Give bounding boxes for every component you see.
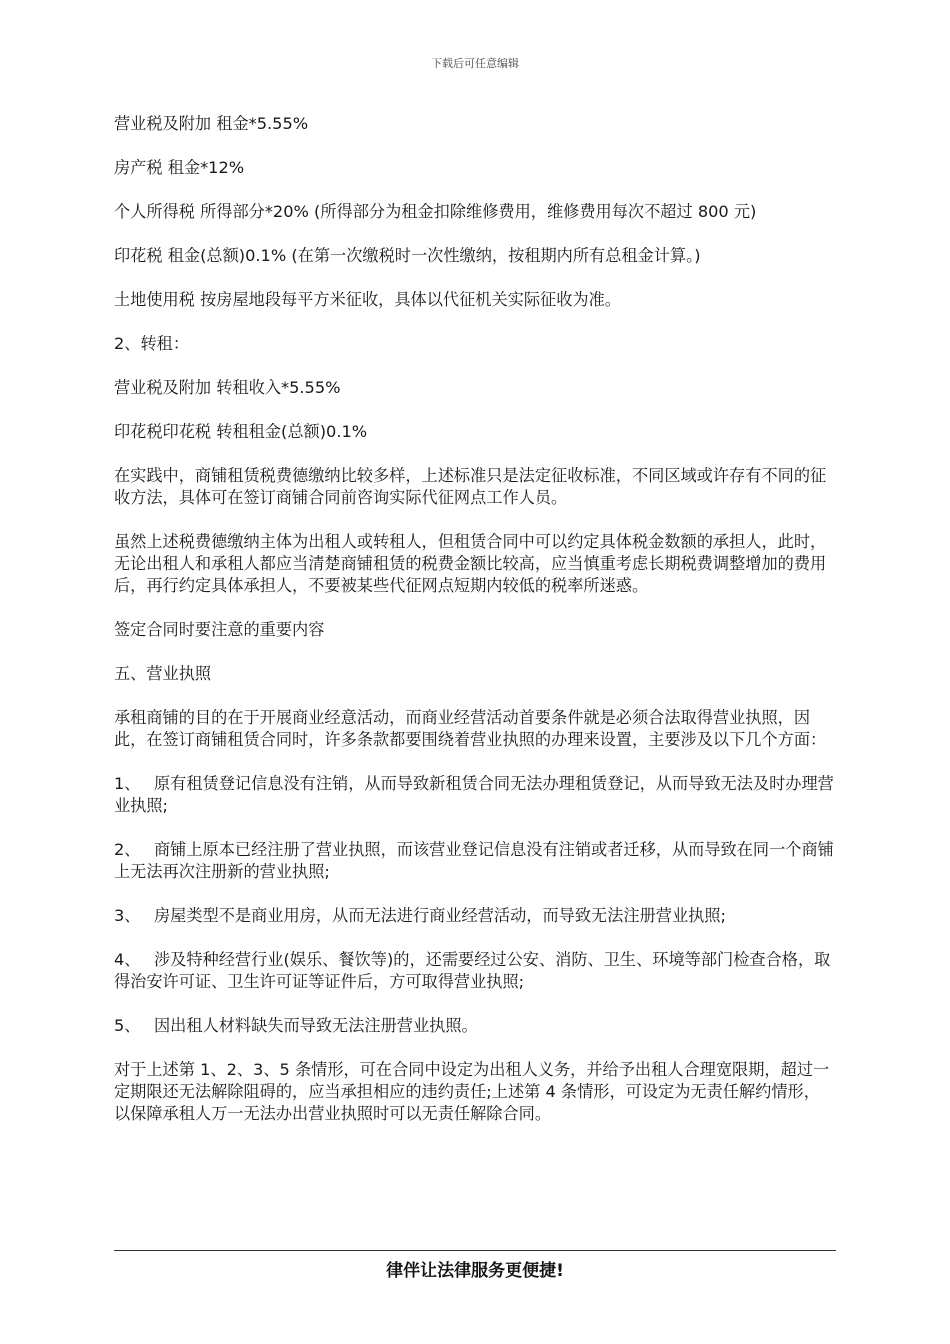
list-item-number: 2、 — [114, 840, 141, 859]
paragraph-contract-notes: 签定合同时要注意的重要内容 — [114, 620, 325, 639]
paragraph-land-tax: 土地使用税 按房屋地段每平方米征收，具体以代征机关实际征收为准。 — [114, 290, 621, 309]
paragraph-stamp-tax: 印花税 租金(总额)0.1% (在第一次缴税时一次性缴纳，按租期内所有总租金计算。) — [114, 246, 701, 265]
section-heading-business-license: 五、营业执照 — [114, 664, 212, 683]
paragraph-income-tax: 个人所得税 所得部分*20% (所得部分为租金扣除维修费用，维修费用每次不超过 800 元) — [114, 202, 757, 221]
paragraph-closing: 对于上述第 1、2、3、5 条情形，可在合同中设定为出租人义务，并给予出租人合理宽限期，超过一定期限还无法解除阻碍的，应当承担相应的违约责任;上述第 4 条情形，可设定为无责任解约情形，以保障承租人万一无法办出营业执照时可以无责任解除合同。 — [114, 1060, 830, 1123]
list-item-text: 房屋类型不是商业用房，从而无法进行商业经营活动，而导致无法注册营业执照; — [154, 906, 727, 925]
paragraph-tax-bearer: 虽然上述税费德缴纳主体为出租人或转租人，但租赁合同中可以约定具体税金数额的承担人，此时，无论出租人和承租人都应当清楚商铺租赁的税费金额比较高，应当慎重考虑长期税费调整增加的费用后，再行约定具体承担人，不要被某些代征网点短期内较低的税率所迷惑。 — [114, 532, 827, 595]
list-item-number: 1、 — [114, 774, 141, 793]
page-footer: 律伴让法律服务更便捷! — [386, 1261, 564, 1281]
paragraph-sublease-business-tax: 营业税及附加 转租收入*5.55% — [114, 378, 341, 397]
list-item-text: 涉及特种经营行业(娱乐、餐饮等)的，还需要经过公安、消防、卫生、环境等部门检查合格，取得治安许可证、卫生许可证等证件后，方可取得营业执照; — [114, 950, 831, 991]
list-item-text: 因出租人材料缺失而导致无法注册营业执照。 — [154, 1016, 478, 1035]
list-item-number: 3、 — [114, 906, 141, 925]
paragraph-license-intro: 承租商铺的目的在于开展商业经意活动，而商业经营活动首要条件就是必须合法取得营业执照，因此，在签订商铺租赁合同时，许多条款都要围绕着营业执照的办理来设置，主要涉及以下几个方面： — [114, 708, 827, 749]
list-item-text: 原有租赁登记信息没有注销，从而导致新租赁合同无法办理租赁登记，从而导致无法及时办理营业执照; — [114, 774, 834, 815]
list-item — [114, 905, 836, 927]
list-item-number: 4、 — [114, 950, 141, 969]
page-header: 下载后可任意编辑 — [431, 57, 519, 70]
paragraph-sublease-heading: 2、转租： — [114, 334, 190, 353]
list-item — [114, 773, 836, 817]
paragraph-property-tax: 房产税 租金*12% — [114, 158, 245, 177]
list-item — [114, 1015, 836, 1037]
document-body — [114, 113, 836, 1147]
footer-divider — [114, 1250, 836, 1251]
list-item-text: 商铺上原本已经注册了营业执照，而该营业登记信息没有注销或者迁移，从而导致在同一个商铺上无法再次注册新的营业执照; — [114, 840, 834, 881]
list-item-number: 5、 — [114, 1016, 141, 1035]
paragraph-sublease-stamp-tax: 印花税印花税 转租租金(总额)0.1% — [114, 422, 368, 441]
paragraph-practice-note: 在实践中，商铺租赁税费德缴纳比较多样，上述标准只是法定征收标准，不同区域或许存有不同的征收方法，具体可在签订商铺合同前咨询实际代征网点工作人员。 — [114, 466, 827, 507]
paragraph-business-tax: 营业税及附加 租金*5.55% — [114, 114, 309, 133]
list-item — [114, 949, 836, 993]
list-item — [114, 839, 836, 883]
